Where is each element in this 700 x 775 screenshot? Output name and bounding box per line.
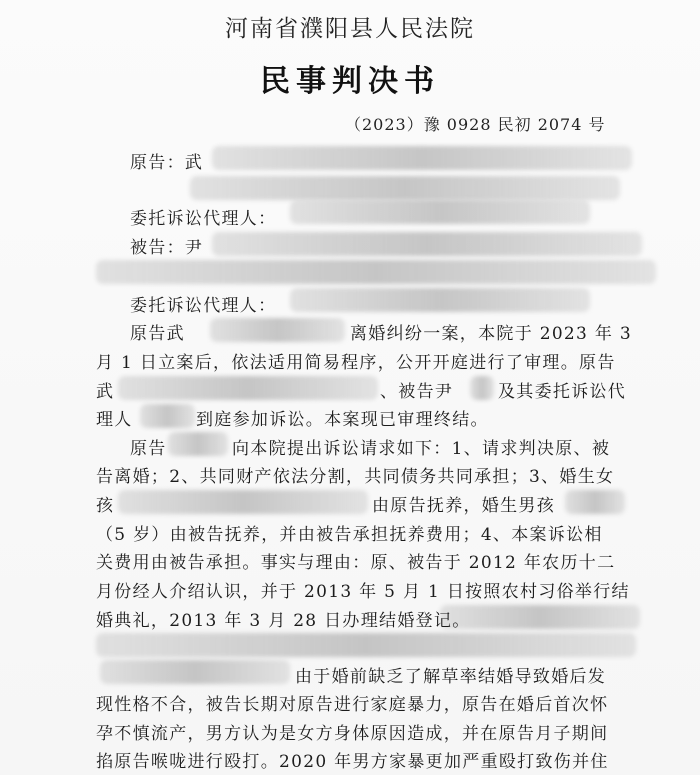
para2-text: 现性格不合，被告长期对原告进行家庭暴力，原告在婚后首次怀 bbox=[96, 695, 609, 715]
para1-text: 、被告尹 bbox=[380, 382, 454, 402]
case-number: （2023）豫 0928 民初 2074 号 bbox=[345, 115, 606, 134]
redaction-blur bbox=[565, 490, 625, 514]
para1-text: 离婚纠纷一案，本院于 2023 年 3 bbox=[350, 324, 632, 344]
redaction-blur bbox=[212, 146, 632, 170]
para2-text: 由原告抚养，婚生男孩 bbox=[372, 496, 555, 516]
redaction-blur bbox=[168, 432, 228, 456]
document-title: 民事判决书 bbox=[260, 64, 440, 99]
redaction-blur bbox=[290, 288, 590, 312]
para2-text: （5 岁）由被告抚养，并由被告承担抚养费用；4、本案诉讼相 bbox=[96, 525, 603, 545]
redaction-blur bbox=[212, 232, 642, 256]
redaction-blur bbox=[290, 200, 590, 224]
redaction-blur bbox=[210, 318, 345, 342]
para2-text: 婚典礼，2013 年 3 月 28 日办理结婚登记。 bbox=[96, 611, 471, 631]
para2-text: 向本院提出诉讼请求如下：1、请求判决原、被 bbox=[232, 439, 611, 459]
para2-text: 孕不慎流产，男方认为是女方身体原因造成，并在原告月子期间 bbox=[96, 724, 609, 744]
redaction-blur bbox=[96, 633, 636, 657]
para2-text: 原告 bbox=[130, 439, 167, 459]
redaction-blur bbox=[96, 260, 656, 284]
redaction-blur bbox=[118, 490, 368, 514]
para1-text: 武 bbox=[96, 382, 115, 402]
redaction-blur bbox=[470, 376, 494, 400]
para2-text: 告离婚；2、共同财产依法分割，共同债务共同承担；3、婚生女 bbox=[96, 467, 615, 487]
redaction-blur bbox=[118, 376, 378, 400]
para1-text: 及其委托诉讼代 bbox=[498, 382, 627, 402]
para2-text: 月份经人介绍认识，并于 2013 年 5 月 1 日按照农村习俗举行结 bbox=[96, 582, 630, 602]
para1-text: 月 1 日立案后，依法适用简易程序，公开开庭进行了审理。原告 bbox=[96, 353, 616, 373]
plaintiff-label: 原告：武 bbox=[130, 153, 204, 173]
redaction-blur bbox=[190, 176, 620, 200]
defendant-agent-label: 委托诉讼代理人： bbox=[130, 296, 277, 316]
redaction-blur bbox=[100, 660, 290, 684]
para2-text: 掐原告喉咙进行殴打。2020 年男方家暴更加严重殴打致伤并住 bbox=[96, 752, 609, 772]
para2-text: 孩 bbox=[96, 496, 115, 516]
para1-text: 到庭参加诉讼。本案现已审理终结。 bbox=[196, 410, 489, 430]
defendant-label: 被告：尹 bbox=[130, 238, 204, 258]
redaction-blur bbox=[140, 404, 195, 428]
para2-text: 关费用由被告承担。事实与理由：原、被告于 2012 年农历十二 bbox=[96, 553, 616, 573]
para1-text: 原告武 bbox=[130, 324, 185, 344]
court-name: 河南省濮阳县人民法院 bbox=[225, 16, 475, 42]
para1-text: 理人 bbox=[96, 410, 133, 430]
plaintiff-agent-label: 委托诉讼代理人： bbox=[130, 209, 277, 229]
para2-text: 由于婚前缺乏了解草率结婚导致婚后发 bbox=[295, 667, 607, 687]
